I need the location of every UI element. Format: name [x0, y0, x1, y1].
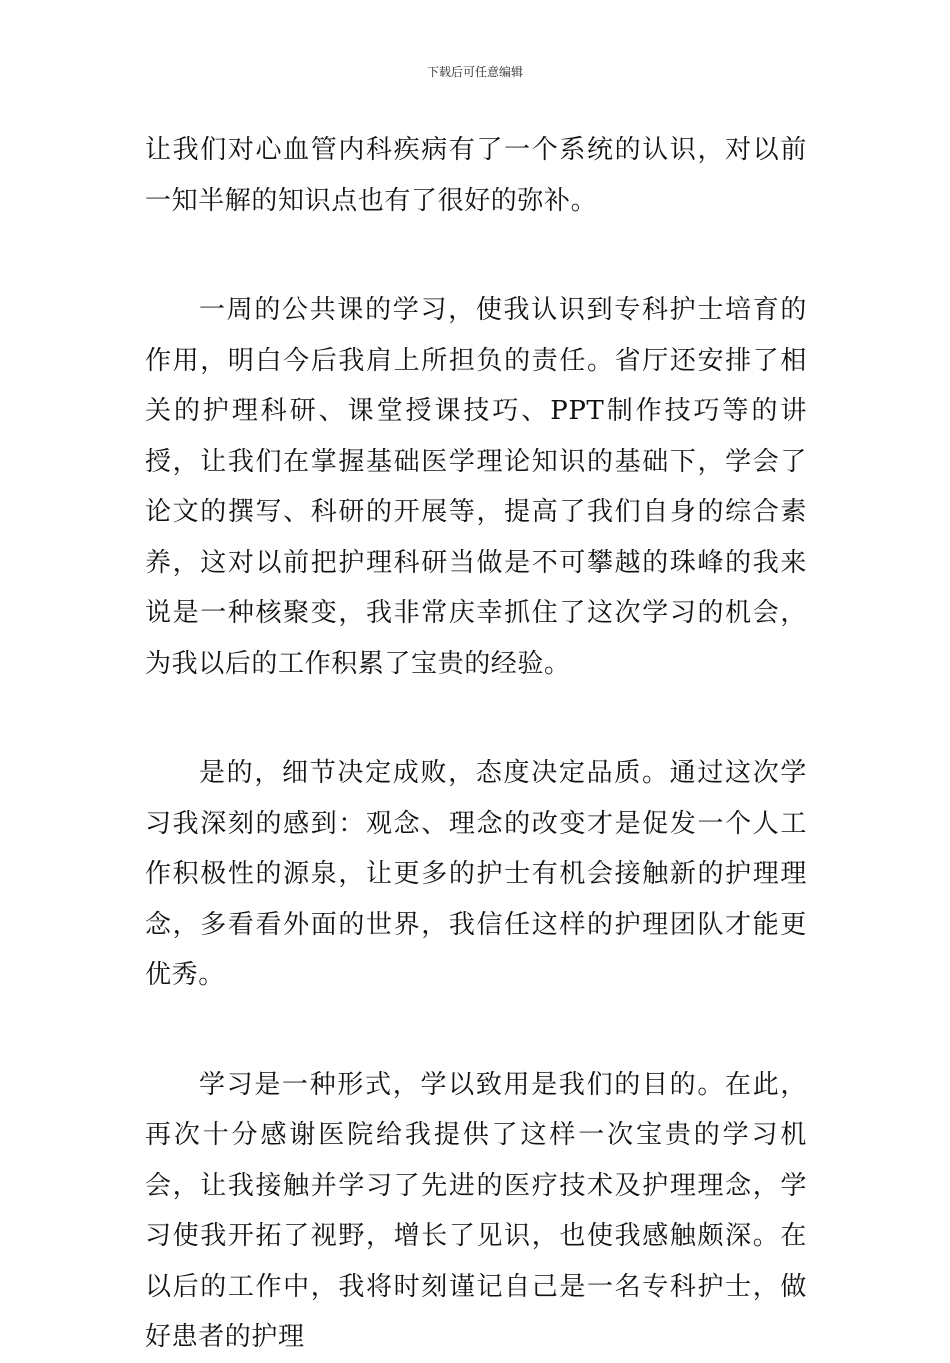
page-header: 下载后可任意编辑: [426, 65, 523, 79]
document-body: [145, 125, 807, 1363]
paragraph-spacer: [145, 226, 807, 285]
paragraph-spacer: [145, 1001, 807, 1060]
paragraph-3: 是的，细节决定成败，态度决定品质。通过这次学习我深刻的感到：观念、理念的改变才是促发一个人工作积极性的源泉，让更多的护士有机会接触新的护理理念，多看看外面的世界，我信任这样的护理团队才能更优秀。: [145, 758, 807, 990]
paragraph-2: 一周的公共课的学习，使我认识到专科护士培育的作用，明白今后我肩上所担负的责任。省厅还安排了相关的护理科研、课堂授课技巧、PPT制作技巧等的讲授，让我们在掌握基础医学理论知识的基础下，学会了论文的撰写、科研的开展等，提高了我们自身的综合素养，这对以前把护理科研当做是不可攀越的珠峰的我来说是一种核聚变，我非常庆幸抓住了这次学习的机会，为我以后的工作积累了宝贵的经验。: [145, 295, 807, 679]
paragraph-1: 让我们对心血管内科疾病有了一个系统的认识，对以前一知半解的知识点也有了很好的弥补。: [145, 135, 807, 216]
paragraph-spacer: [145, 689, 807, 748]
paragraph-4: 学习是一种形式，学以致用是我们的目的。在此，再次十分感谢医院给我提供了这样一次宝贵的学习机会，让我接触并学习了先进的医疗技术及护理理念，学习使我开拓了视野，增长了见识，也使我感触颇深。在以后的工作中，我将时刻谨记自己是一名专科护士，做好患者的护理: [145, 1069, 807, 1352]
